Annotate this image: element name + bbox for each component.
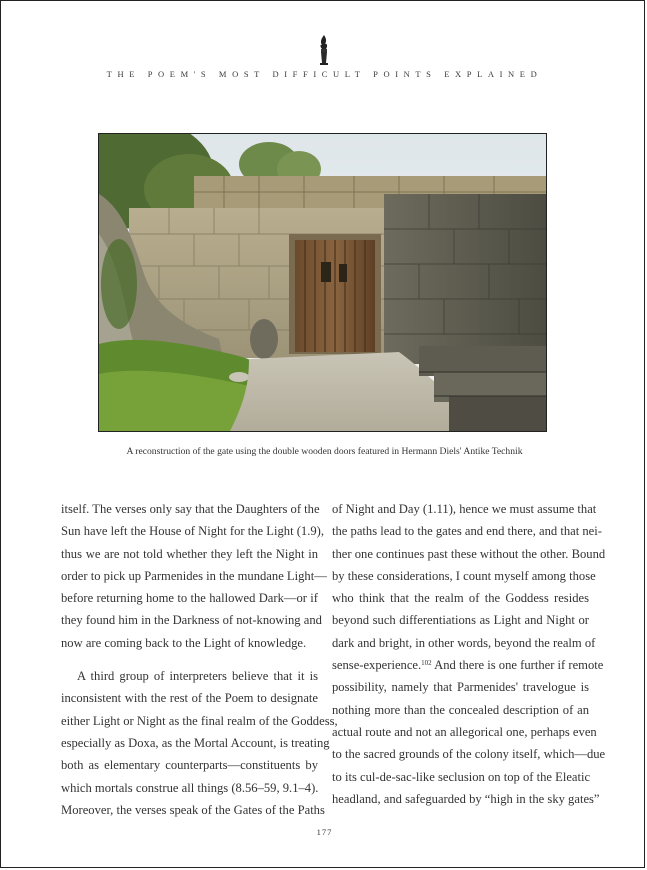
torch-ornament-icon (316, 34, 332, 66)
text-line: by these considerations, I count myself among those (332, 568, 596, 583)
text-column-right (332, 498, 606, 810)
text-line: before returning home to the hallowed Dark—or if (61, 591, 318, 606)
text-line: ther one continues past these without the other. Bound (332, 546, 606, 561)
text-line: itself. The verses only say that the Daughters of the (61, 502, 320, 516)
text-line: Moreover, the verses speak of the Gates of the Paths (61, 802, 325, 817)
text-line: Sun have left the House of Night for the Light (1.9), (61, 524, 325, 539)
text-segment: And there is one further if remote (431, 658, 604, 673)
text-line: thus we are not told whether they left the Night in (61, 546, 318, 561)
text-line: nothing more than the concealed description of an (332, 702, 589, 717)
text-line: beyond such differentiations as Light and Night or (332, 613, 589, 628)
text-line: which mortals construe all things (8.56–59, 9.1–4). (61, 780, 319, 795)
text-line: A third group of interpreters believe that it is (77, 669, 318, 684)
text-column-left (61, 498, 338, 821)
text-segment: sense-experience. (332, 658, 422, 673)
text-line: they found him in the Darkness of not-knowing and (61, 613, 322, 628)
running-head: THE POEM'S MOST DIFFICULT POINTS EXPLAINED (106, 69, 543, 79)
text-line: the paths lead to the gates and end there, and that nei- (332, 524, 602, 539)
text-line: to its cul-de-sac-like seclusion on top of the Eleatic (332, 769, 591, 784)
text-line: now are coming back to the Light of knowledge. (61, 635, 307, 650)
text-line-with-footnote (332, 654, 604, 676)
text-line: who think that the realm of the Goddess resides (332, 591, 589, 606)
text-line: possibility, namely that Parmenides' travelogue is (332, 680, 589, 695)
text-line: of Night and Day (1.11), hence we must assume that (332, 502, 597, 516)
text-line: either Light or Night as the final realm of the Goddess, (61, 713, 338, 728)
text-line: order to pick up Parmenides in the mundane Light— (61, 568, 327, 583)
figure-caption: A reconstruction of the gate using the double wooden doors featured in Hermann Diels' Antike Technik (126, 446, 523, 457)
gate-photograph (98, 133, 547, 432)
text-line: to the sacred grounds of the colony itself, which—due (332, 747, 606, 762)
text-line: dark and bright, in other words, beyond the realm of (332, 635, 596, 650)
footnote-reference[interactable]: 102 (421, 659, 432, 668)
text-line: both as elementary counterparts—constituents by (61, 758, 318, 773)
text-line: headland, and safeguarded by “high in the sky gates” (332, 791, 600, 806)
page-number: 177 (316, 827, 333, 837)
text-line: inconsistent with the rest of the Poem to designate (61, 691, 318, 706)
text-line: actual route and not an allegorical one, perhaps even (332, 724, 597, 739)
text-line: especially as Doxa, as the Mortal Account, is treating (61, 735, 330, 750)
